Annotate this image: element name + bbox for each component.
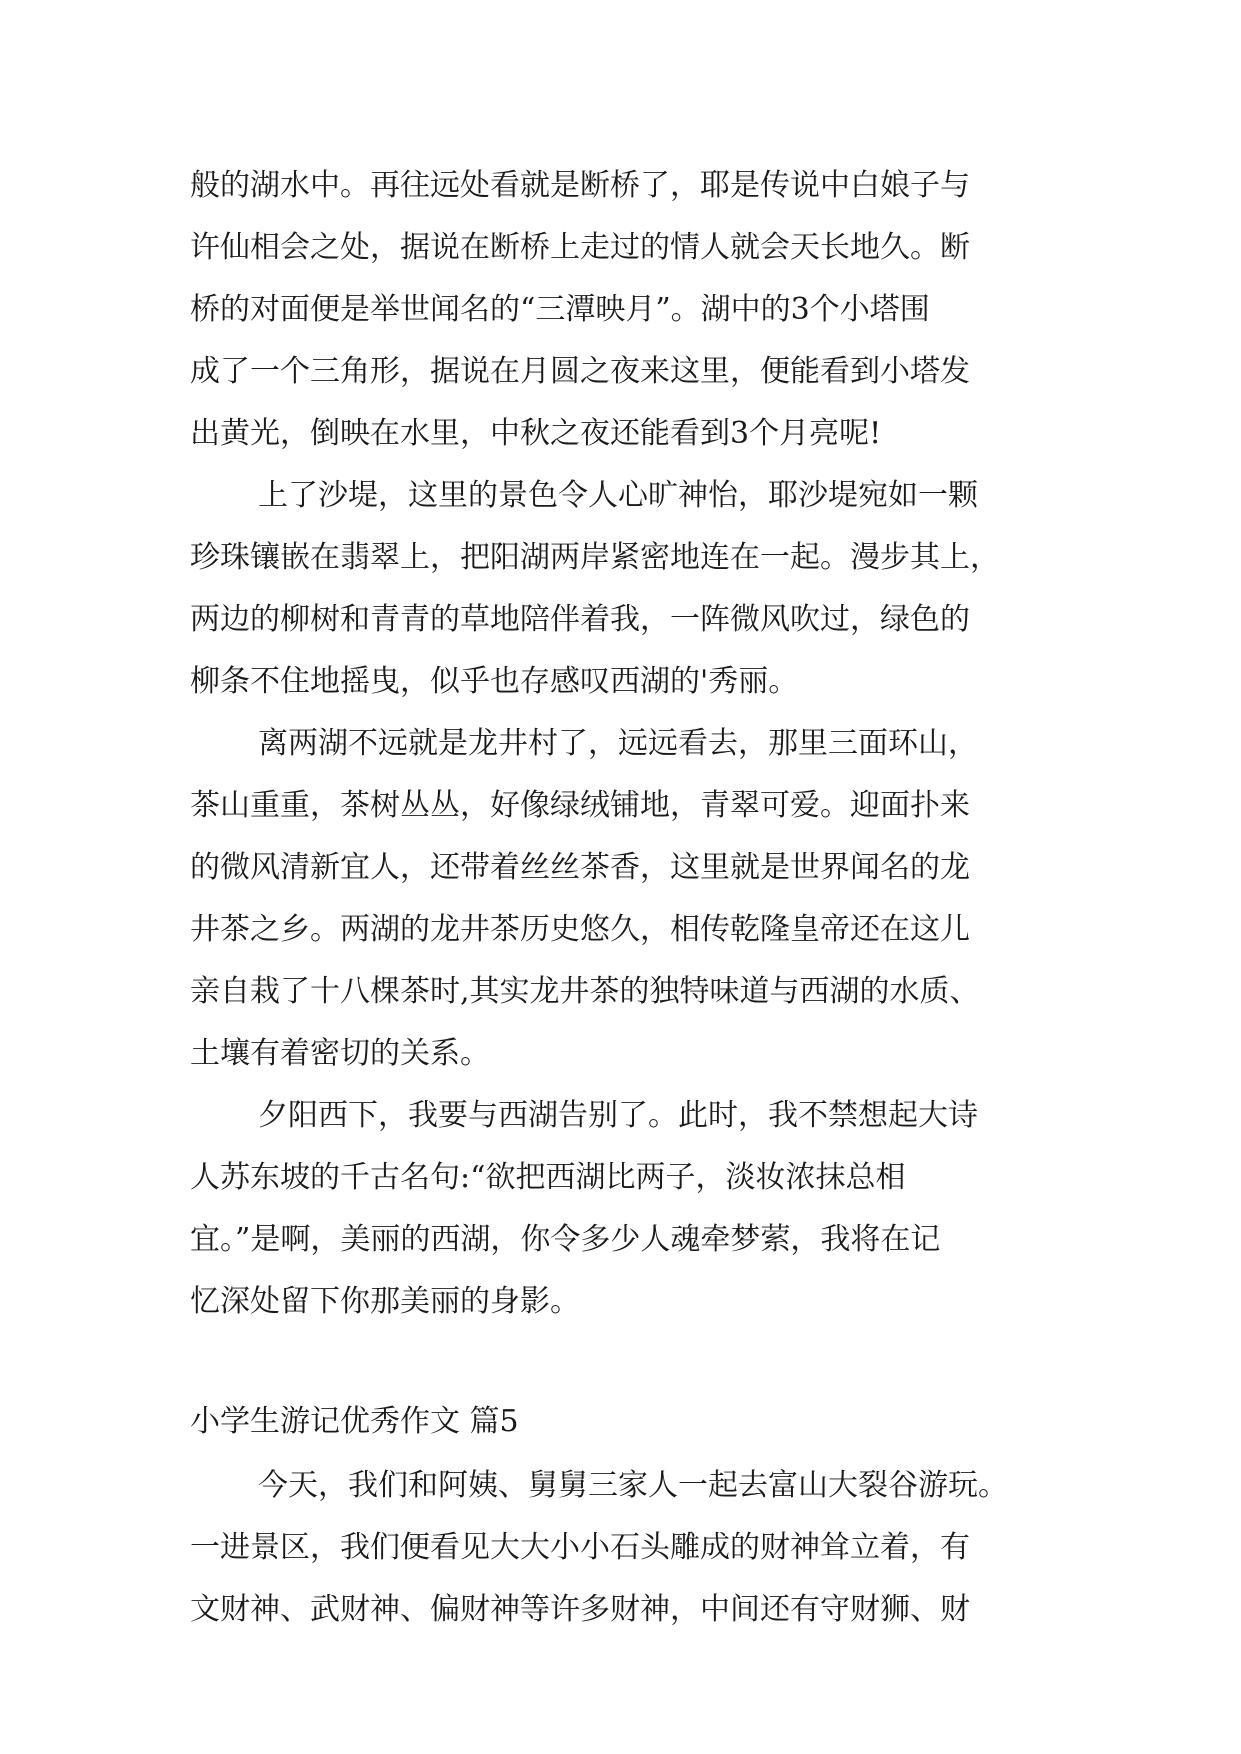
paragraph-line: 许仙相会之处，据说在断桥上走过的情人就会天长地久。断: [190, 230, 970, 265]
section-spacer: [190, 1333, 1070, 1391]
paragraph-line: 忆深处留下你那美丽的身影。: [190, 1284, 580, 1319]
document-body: [190, 155, 1070, 1641]
paragraph-line: 两边的柳树和青青的草地陪伴着我，一阵微风吹过，绿色的: [190, 602, 970, 637]
paragraph-line: 茶山重重，茶树丛丛，好像绿绒铺地，青翠可爱。迎面扑来: [190, 788, 970, 823]
paragraph-line: 夕阳西下，我要与西湖告别了。此时，我不禁想起大诗: [258, 1098, 978, 1133]
paragraph-line: 出黄光，倒映在水里，中秋之夜还能看到3个月亮呢!: [190, 416, 882, 451]
paragraph-line: 成了一个三角形，据说在月圆之夜来这里，便能看到小塔发: [190, 354, 970, 389]
paragraph-line: 上了沙堤，这里的景色令人心旷神怡，耶沙堤宛如一颗: [258, 478, 978, 513]
paragraph-line: 柳条不住地摇曳，似乎也存感叹西湖的'秀丽。: [190, 664, 799, 699]
paragraph-2: [190, 465, 1070, 713]
paragraph-line: 今天，我们和阿姨、舅舅三家人一起去富山大裂谷游玩。: [258, 1468, 1008, 1503]
paragraph-line: 的微风清新宜人，还带着丝丝茶香，这里就是世界闻名的龙: [190, 850, 970, 885]
paragraph-5: [190, 1455, 1070, 1641]
paragraph-line: 般的湖水中。再往远处看就是断桥了，耶是传说中白娘子与: [190, 168, 970, 203]
paragraph-line: 文财神、武财神、偏财神等许多财神，中间还有守财狮、财: [190, 1592, 970, 1627]
paragraph-line: 宜。”是啊，美丽的西湖，你令多少人魂牵梦萦，我将在记: [190, 1222, 941, 1257]
paragraph-line: 人苏东坡的千古名句:“欲把西湖比两子，淡妆浓抹总相: [190, 1160, 906, 1195]
paragraph-line: 桥的对面便是举世闻名的“三潭映月”。湖中的3个小塔围: [190, 292, 930, 327]
paragraph-line: 井茶之乡。两湖的龙井茶历史悠久，相传乾隆皇帝还在这儿: [190, 912, 970, 947]
paragraph-line: 亲自栽了十八棵茶时,其实龙井茶的独特味道与西湖的水质、: [190, 974, 980, 1009]
paragraph-line: 离两湖不远就是龙井村了，远远看去，那里三面环山，: [258, 726, 978, 761]
paragraph-line: 一进景区，我们便看见大大小小石头雕成的财神耸立着，有: [190, 1530, 970, 1565]
section-heading: 小学生游记优秀作文 篇5: [190, 1404, 519, 1439]
paragraph-line: 珍珠镶嵌在翡翠上，把阳湖两岸紧密地连在一起。漫步其上，: [190, 540, 1000, 575]
paragraph-3: [190, 713, 1070, 1085]
paragraph-line: 土壤有着密切的关系。: [190, 1036, 490, 1071]
paragraph-1: [190, 155, 1070, 465]
paragraph-4: [190, 1085, 1070, 1333]
